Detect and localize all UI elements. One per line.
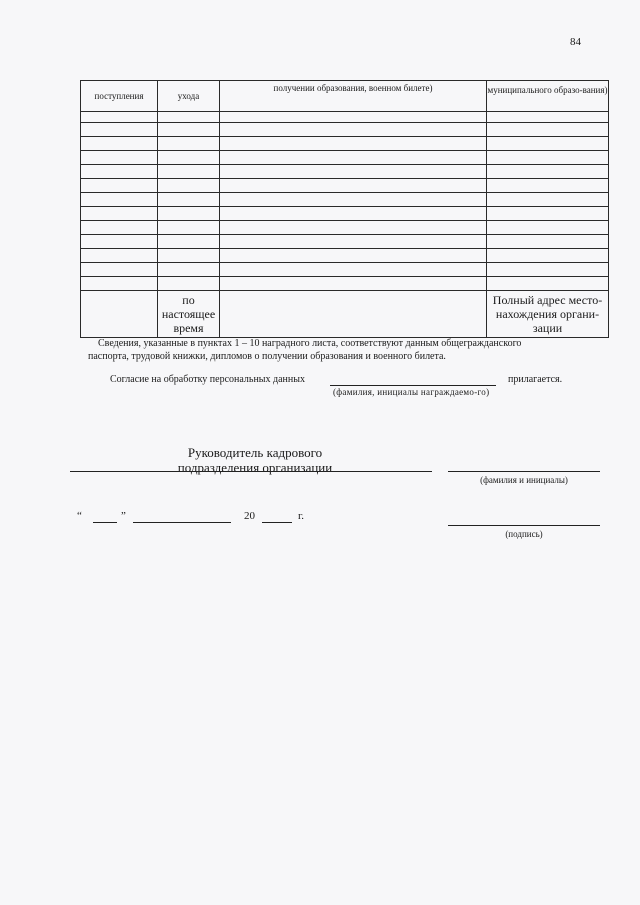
table-row xyxy=(81,179,609,193)
consent-hint: (фамилия, инициалы награждаемо-го) xyxy=(333,387,490,397)
signature-line xyxy=(448,525,600,526)
header-municipality: муниципального образо-вания) xyxy=(487,81,609,112)
table-row xyxy=(81,165,609,179)
statement-line-2: паспорта, трудовой книжки, дипломов о получении образования и военного билета. xyxy=(88,351,446,362)
date-close-quote: ” xyxy=(121,510,126,522)
date-open-quote: “ xyxy=(77,510,82,522)
table-row xyxy=(81,137,609,151)
cell-address: Полный адрес место-нахождения органи-зации xyxy=(487,291,609,338)
cell-empty xyxy=(220,291,487,338)
header-documents: получении образования, военном билете) xyxy=(220,81,487,112)
table-row xyxy=(81,235,609,249)
employment-table xyxy=(80,80,609,338)
title-underline xyxy=(70,471,432,472)
table-row xyxy=(81,263,609,277)
year-prefix: 20 xyxy=(244,510,255,522)
cell-empty xyxy=(81,291,158,338)
table-row-last xyxy=(81,291,609,338)
table-row xyxy=(81,193,609,207)
table-row xyxy=(81,221,609,235)
consent-signature-line xyxy=(330,385,496,386)
signature-hint: (подпись) xyxy=(505,529,543,539)
year-line xyxy=(262,522,292,523)
statement-paragraph xyxy=(88,337,608,363)
year-suffix: г. xyxy=(298,510,305,522)
statement-line-1: Сведения, указанные в пунктах 1 – 10 наградного листа, соответствуют данным общегражданского xyxy=(98,338,522,349)
table-header-row xyxy=(81,81,609,112)
consent-label: Согласие на обработку персональных данных xyxy=(110,374,305,385)
table-row xyxy=(81,207,609,221)
table-row xyxy=(81,123,609,137)
table-row xyxy=(81,112,609,123)
cell-till-now: по настоящее время xyxy=(158,291,220,338)
table-row xyxy=(81,277,609,291)
table-row xyxy=(81,151,609,165)
header-departure: ухода xyxy=(158,81,220,112)
header-admission: поступления xyxy=(81,81,158,112)
fio-line xyxy=(448,471,600,472)
day-line xyxy=(93,522,117,523)
page-number: 84 xyxy=(570,36,581,48)
table-row xyxy=(81,249,609,263)
fio-hint: (фамилия и инициалы) xyxy=(480,475,568,485)
consent-attached: прилагается. xyxy=(508,374,563,385)
month-line xyxy=(133,522,231,523)
head-of-hr-title: Руководитель кадрового подразделения организации xyxy=(177,445,333,475)
